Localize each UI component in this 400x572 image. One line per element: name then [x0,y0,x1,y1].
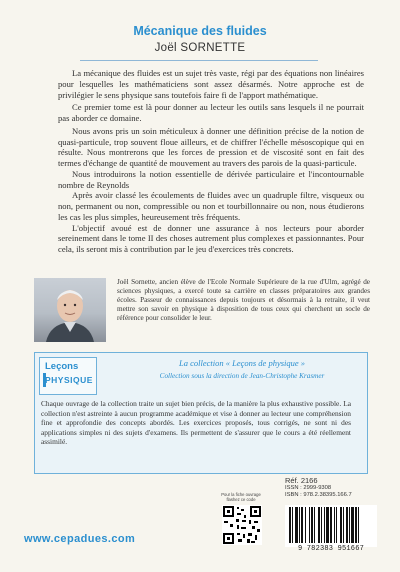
book-author: Joël SORNETTE [154,42,246,54]
publisher-website[interactable]: www.cepadues.com [24,533,136,545]
blurb-paragraph: L'objectif avoué est de donner une assurance à nos lecteurs pour aborder sereinement dans le tome II des choses autrement plus complexes et passionnantes. Pour cela, ils seront mis à contribution par le jeu d'exercices très concrets. [58,222,364,254]
blurb-paragraph: Ce premier tome est là pour donner au lecteur les outils sans lesquels il ne pourrait pas aborder ce domaine. [58,102,364,123]
blurb-paragraph: Nous avons pris un soin méticuleux à donner une définition précise de la notion de quasi-particule, trop souvent floue ailleurs, et de chiffrer l'échelle mésoscopique qui en résulte. Nous montrerons que les forces de pression et de viscosité sont en fait des termes d'échange de quantité de mouvement au travers des parois de la quasi-particule. [58,125,364,168]
barcode-number: 9 782383 951667 [297,545,364,553]
collection-title: La collection « Leçons de physique » [178,358,306,368]
blurb-paragraph: Après avoir classé les écoulements de fluides avec un quadruple filtre, visqueux ou non, permanent ou non, compressible ou non et tourbillonnaire ou non, nous étudierons les cas les plus simples, heureusement très fréquents. [58,190,364,222]
book-reference [285,476,375,499]
blurb [58,68,364,255]
qr-label: Pour la fiche ouvrage flashez ce code [221,492,261,502]
logo-line-2: PHYSIQUE [45,375,93,385]
blurb-paragraph: Nous introduirons la notion essentielle de dérivée particulaire et l'incontournable nombre de Reynolds [58,168,364,190]
author-section [34,278,370,342]
header [0,24,400,54]
qr-code[interactable] [222,505,262,545]
issn: ISSN : 2999-9308 [285,485,332,491]
collection-heading [127,358,357,381]
barcode [285,505,377,547]
logo-line-1: Leçons [45,361,79,372]
book-title: Mécanique des fluides [133,24,267,38]
collection-editor: Collection sous la direction de Jean-Christophe Krasmer [159,372,325,380]
collection-box [34,352,368,474]
collection-logo [39,357,97,395]
author-photo [34,278,106,342]
collection-description: Chaque ouvrage de la collection traite un sujet bien précis, de la manière la plus exhaustive possible. La collection n'est astreinte à aucun programme académique et vise à donner au lecteur une compréhension fine et approfondie des concepts abordés. Les exercices proposés, tous corrigés, ne sont ni des applications simples ni des sujets d'examens. Ils permettent de s'assurer que le cours a été réellement assimilé. [41,399,351,447]
ref-number: Réf. 2166 [285,476,318,485]
isbn: ISBN : 978.2.38395.166.7 [285,492,352,498]
author-bio: Joël Sornette, ancien élève de l'Ecole Normale Supérieure de la rue d'Ulm, agrégé de sciences physiques, a exercé toute sa carrière en classes préparatoires aux grandes écoles. Passeur de connaissances depuis toujours et désormais à la retraite, il veut mettre son savoir en physique à disposition de tous ceux qui cherchent un socle de référence pour consolider le leur. [117,278,370,323]
header-divider [80,60,318,61]
blurb-paragraph: La mécanique des fluides est un sujet très vaste, régi par des équations non linéaires pour lesquelles les mathématiciens sont assez désarmés. Notre approche est de privilégier le sens physique sans toutefois faire fi de l'apport mathématique. [58,68,364,100]
